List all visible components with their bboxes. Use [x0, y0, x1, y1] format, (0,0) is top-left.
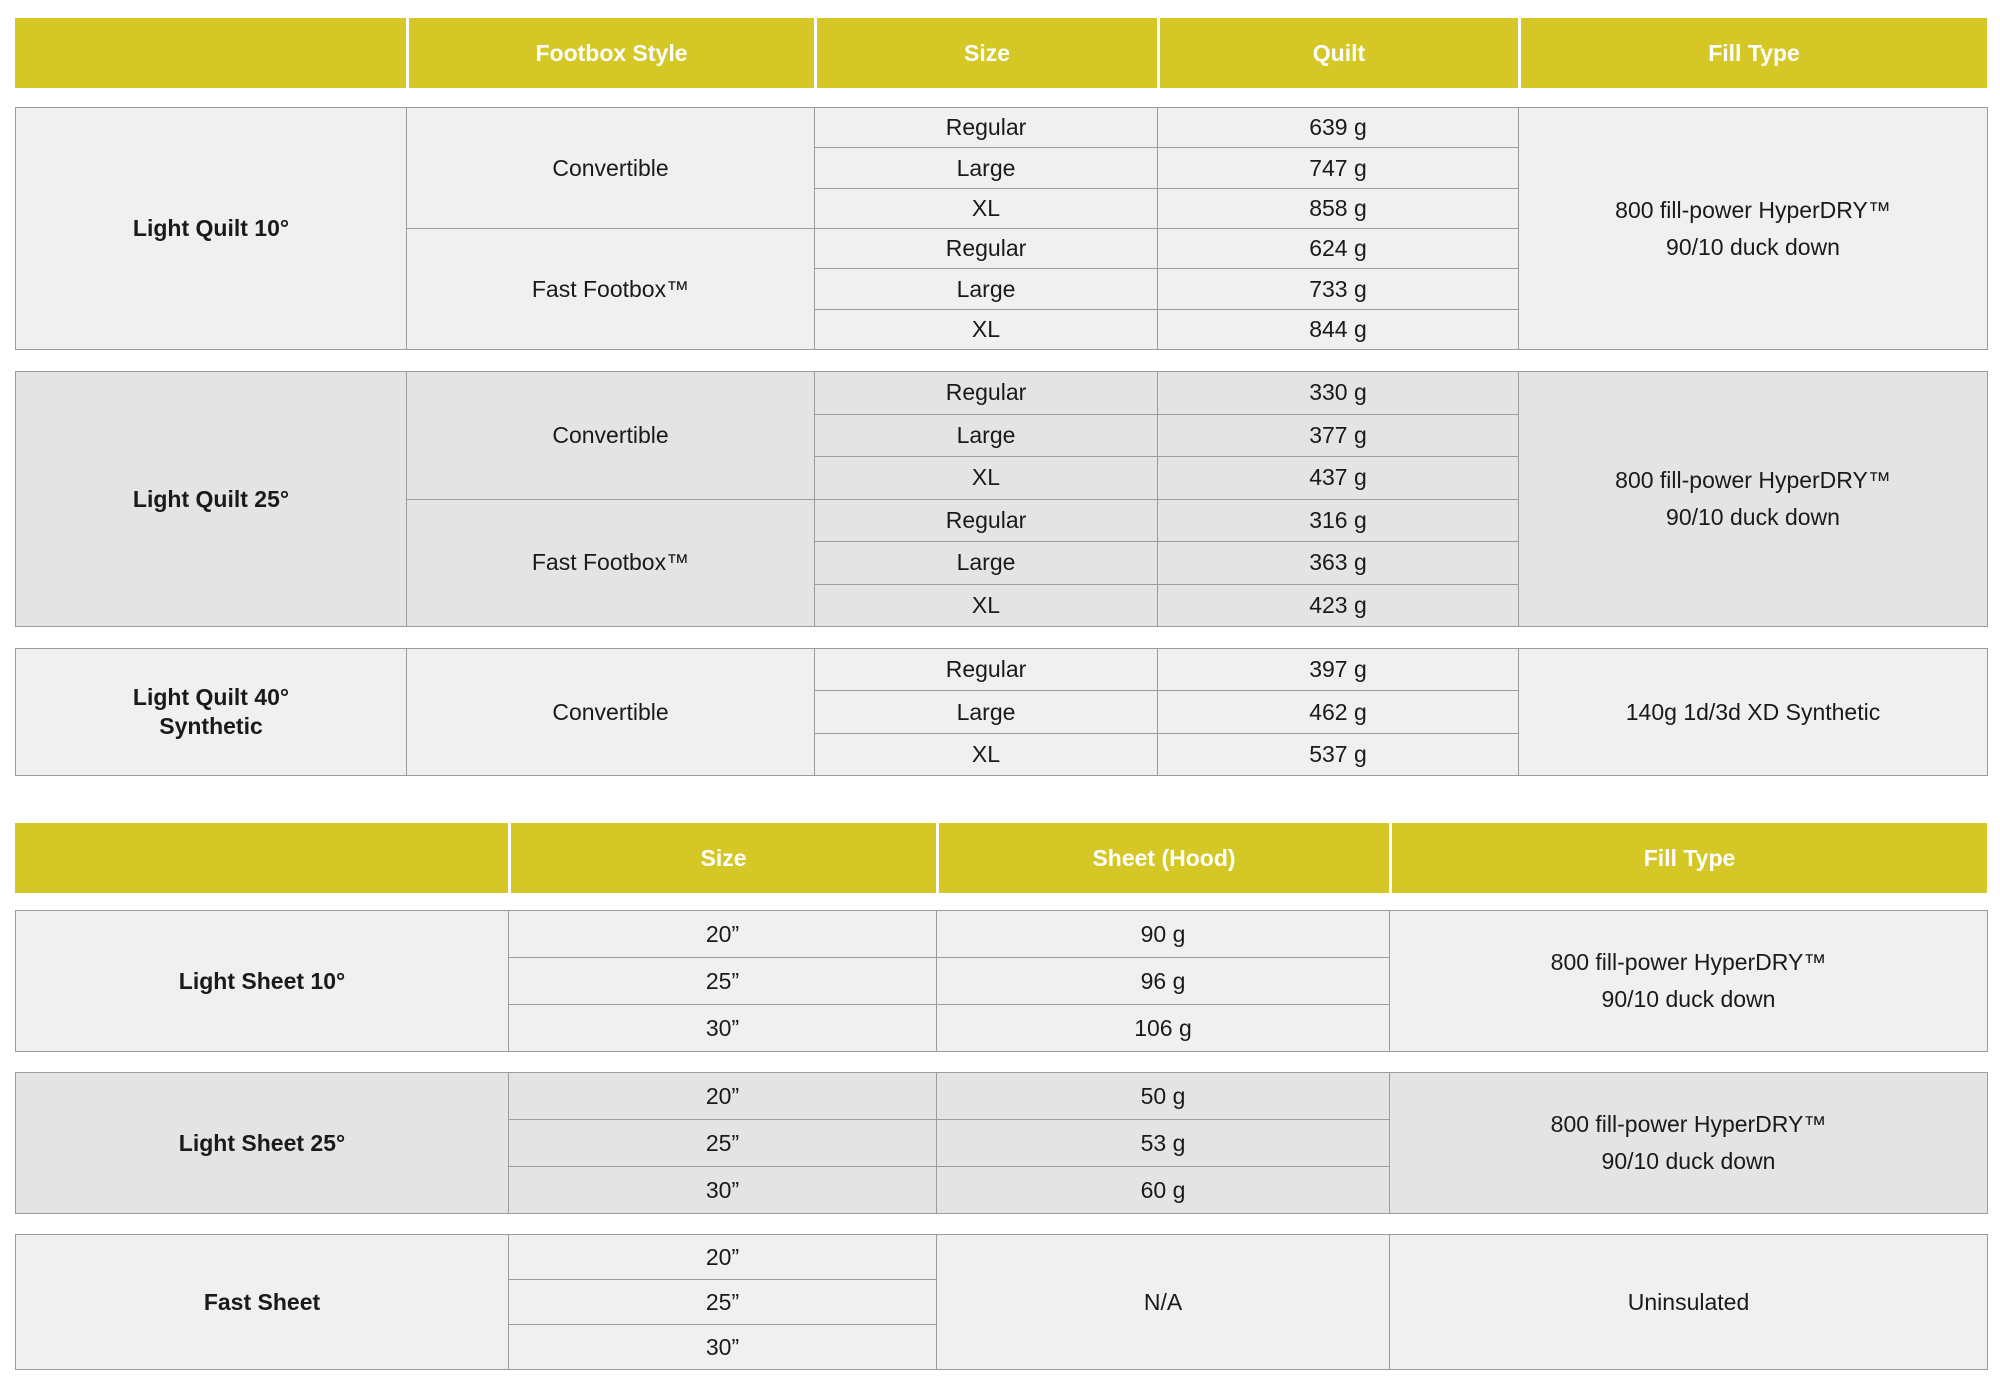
size-cell: XL [815, 188, 1158, 228]
header-fill-type: Fill Type [1518, 18, 1987, 88]
size-cell: Regular [815, 649, 1158, 691]
weight-cell: 858 g [1158, 188, 1519, 228]
header-cell-blank [15, 823, 508, 893]
weight-cell: 96 g [937, 958, 1390, 1005]
size-cell: Large [815, 148, 1158, 188]
table-row [16, 1235, 1988, 1280]
weight-cell: 537 g [1158, 733, 1519, 775]
group-light-sheet-25 [15, 1072, 1988, 1214]
header-footbox-style: Footbox Style [406, 18, 814, 88]
group-light-quilt-40-synthetic [15, 648, 1988, 776]
weight-cell: 624 g [1158, 228, 1519, 268]
size-cell: 25” [509, 958, 937, 1005]
weight-cell: 53 g [937, 1120, 1390, 1167]
table-row [16, 372, 1988, 415]
header-fill-type: Fill Type [1389, 823, 1987, 893]
size-cell: 20” [509, 911, 937, 958]
size-cell: 20” [509, 1235, 937, 1280]
size-cell: Large [815, 542, 1158, 585]
product-name: Light Quilt 40° Synthetic [16, 649, 407, 776]
size-cell: XL [815, 309, 1158, 349]
size-cell: 30” [509, 1167, 937, 1214]
table-row [16, 911, 1988, 958]
fill-type: 800 fill-power HyperDRY™ 90/10 duck down [1390, 911, 1988, 1052]
size-cell: 25” [509, 1280, 937, 1325]
group-light-quilt-25 [15, 371, 1988, 627]
size-cell: Regular [815, 108, 1158, 148]
product-name: Fast Sheet [16, 1235, 509, 1370]
size-cell: 30” [509, 1325, 937, 1370]
weight-cell: 363 g [1158, 542, 1519, 585]
product-name: Light Sheet 25° [16, 1073, 509, 1214]
size-cell: Large [815, 691, 1158, 733]
size-cell: Regular [815, 499, 1158, 542]
weight-cell: 462 g [1158, 691, 1519, 733]
weight-cell: 330 g [1158, 372, 1519, 415]
fill-type: 800 fill-power HyperDRY™ 90/10 duck down [1390, 1073, 1988, 1214]
weight-cell: 423 g [1158, 584, 1519, 627]
group-light-quilt-10 [15, 107, 1988, 350]
size-cell: Regular [815, 372, 1158, 415]
footbox-style: Convertible [407, 649, 815, 776]
sheet-table-header [15, 823, 1987, 893]
header-cell-blank [15, 18, 406, 88]
size-cell: 20” [509, 1073, 937, 1120]
weight-cell: 844 g [1158, 309, 1519, 349]
footbox-style: Fast Footbox™ [407, 499, 815, 627]
product-name: Light Sheet 10° [16, 911, 509, 1052]
size-cell: 25” [509, 1120, 937, 1167]
weight-cell: 437 g [1158, 457, 1519, 500]
size-cell: XL [815, 584, 1158, 627]
weight-cell: 106 g [937, 1005, 1390, 1052]
weight-cell: 316 g [1158, 499, 1519, 542]
quilt-table-header [15, 18, 1987, 88]
table-row [16, 1073, 1988, 1120]
table-row [16, 108, 1988, 148]
weight-cell: 90 g [937, 911, 1390, 958]
header-size: Size [508, 823, 936, 893]
fill-type: 800 fill-power HyperDRY™ 90/10 duck down [1519, 108, 1988, 350]
size-cell: Regular [815, 228, 1158, 268]
size-cell: Large [815, 269, 1158, 309]
table-row [16, 649, 1988, 691]
weight-cell: 733 g [1158, 269, 1519, 309]
size-cell: Large [815, 414, 1158, 457]
weight-cell: 397 g [1158, 649, 1519, 691]
footbox-style: Fast Footbox™ [407, 228, 815, 349]
weight-cell: 50 g [937, 1073, 1390, 1120]
weight-cell: 60 g [937, 1167, 1390, 1214]
size-cell: XL [815, 733, 1158, 775]
weight-cell: 377 g [1158, 414, 1519, 457]
header-sheet-hood: Sheet (Hood) [936, 823, 1389, 893]
group-fast-sheet [15, 1234, 1988, 1370]
size-cell: 30” [509, 1005, 937, 1052]
footbox-style: Convertible [407, 372, 815, 500]
size-cell: XL [815, 457, 1158, 500]
header-size: Size [814, 18, 1157, 88]
fill-type: 800 fill-power HyperDRY™ 90/10 duck down [1519, 372, 1988, 627]
weight-cell: 747 g [1158, 148, 1519, 188]
group-light-sheet-10 [15, 910, 1988, 1052]
weight-cell: 639 g [1158, 108, 1519, 148]
product-name: Light Quilt 25° [16, 372, 407, 627]
fill-type: 140g 1d/3d XD Synthetic [1519, 649, 1988, 776]
fill-type: Uninsulated [1390, 1235, 1988, 1370]
header-quilt: Quilt [1157, 18, 1518, 88]
product-name: Light Quilt 10° [16, 108, 407, 350]
weight-cell: N/A [937, 1235, 1390, 1370]
footbox-style: Convertible [407, 108, 815, 229]
